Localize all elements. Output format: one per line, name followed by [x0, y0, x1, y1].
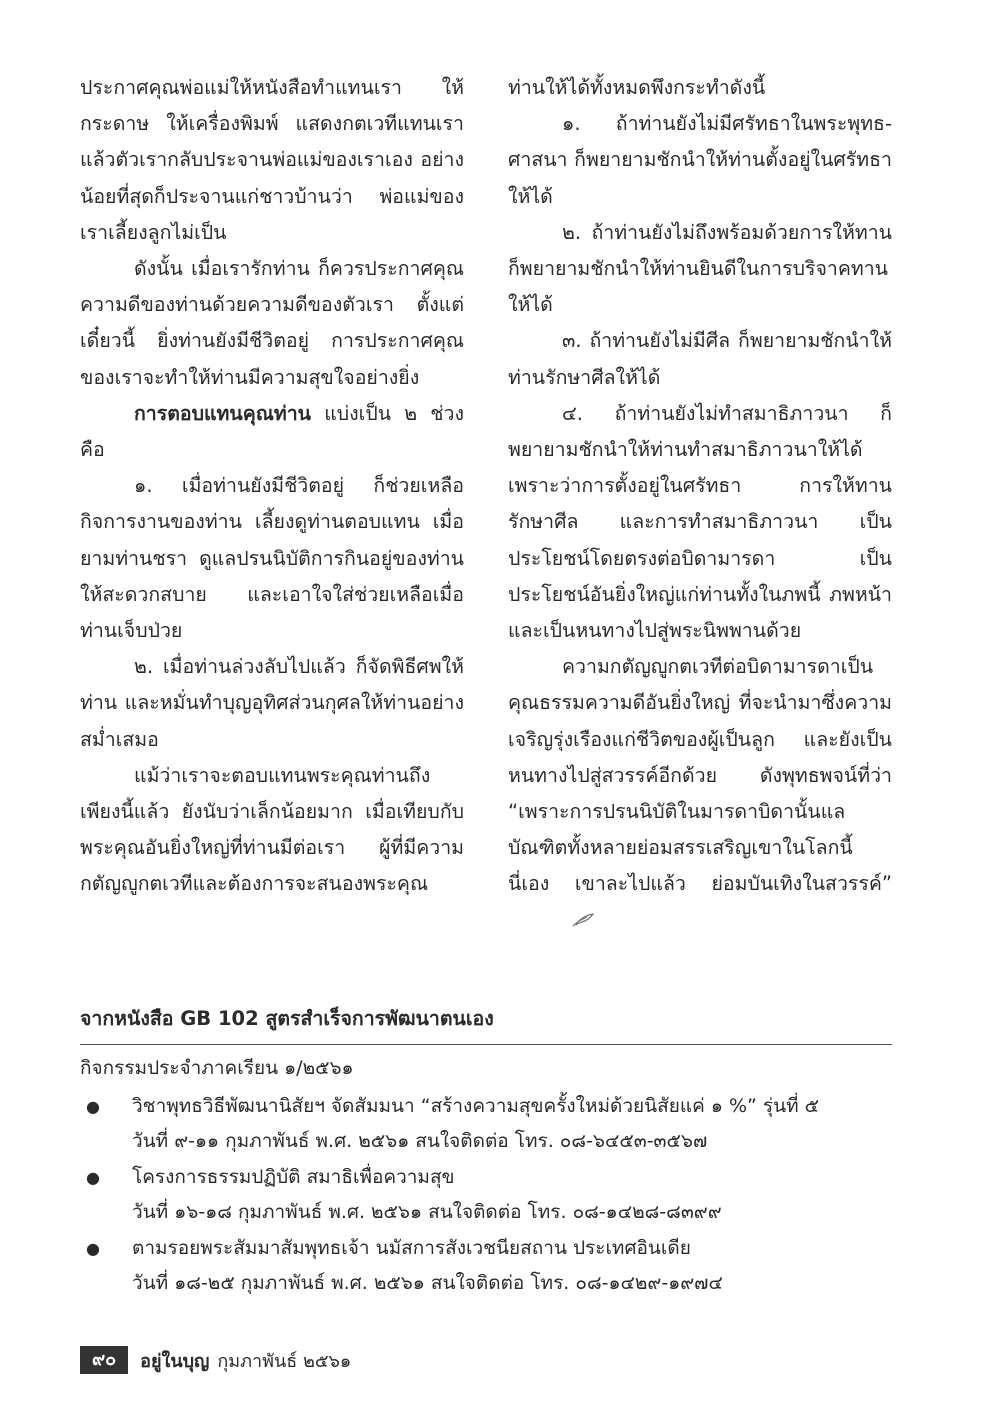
list-item: [80, 1231, 892, 1301]
paragraph: ๑. ถ้าท่านยังไม่มีศรัทธาในพระพุทธ-ศาสนา ก็พยายามชักนำให้ท่านตั้งอยู่ในศรัทธาให้ได้: [508, 112, 892, 208]
event-detail: วันที่ ๙-๑๑ กุมภาพันธ์ พ.ศ. ๒๕๖๑ สนใจติดต่อ โทร. ๐๘-๖๔๕๓-๓๕๖๗: [132, 1130, 708, 1152]
activity-section: [80, 1002, 892, 1302]
event-title: โครงการธรรมปฏิบัติ สมาธิเพื่อความสุข: [132, 1166, 455, 1188]
paragraph: ๓. ถ้าท่านยังไม่มีศีล ก็พยายามชักนำให้ท่านรักษาศีลให้ได้: [508, 329, 892, 389]
section-title: จากหนังสือ GB 102 สูตรสำเร็จการพัฒนาตนเอง: [80, 1007, 494, 1030]
feather-icon: [518, 904, 594, 940]
paragraph: ประกาศคุณพ่อแม่ให้หนังสือทำแทนเรา ให้กระดาษ ให้เครื่องพิมพ์ แสดงกตเวทีแทนเรา แล้วตัวเรากลับประจานพ่อแม่ของเราเอง อย่างน้อยที่สุดก็ประจานแก่ชาวบ้านว่า พ่อแม่ของเราเลี้ยงลูกไม่เป็น: [80, 76, 464, 244]
event-list: [80, 1089, 892, 1301]
bullet-icon: ●: [86, 1239, 100, 1258]
section-subtitle: กิจกรรมประจำภาคเรียน ๑/๒๕๖๑: [80, 1057, 354, 1079]
event-title: วิชาพุทธวิธีพัฒนานิสัยฯ จัดสัมมนา “สร้างความสุขครั้งใหม่ด้วยนิสัยแค่ ๑ %” รุ่นที่ ๕: [132, 1095, 820, 1117]
list-item: [80, 1160, 892, 1230]
event-detail: วันที่ ๑๘-๒๕ กุมภาพันธ์ พ.ศ. ๒๕๖๑ สนใจติดต่อ โทร. ๐๘-๑๔๒๙-๑๙๗๔: [132, 1272, 723, 1294]
paragraph: [80, 396, 464, 468]
quote-text: ความกตัญญูกตเวทีต่อบิดามารดาเป็นคุณธรรมความดีอันยิ่งใหญ่ ที่จะนำมาซึ่งความเจริญรุ่งเรืองแก่ชีวิตของผู้เป็นลูก และยังเป็นหนทางไปสู่สวรรค์อีกด้วย ดังพุทธพจน์ที่ว่า “เพราะการปรนนิบัติในมารดาบิดานั้นแล บัณฑิตทั้งหลายย่อมสรรเสริญเขาในโลกนี้นี่เอง เขาละไปแล้ว ย่อมบันเทิงในสวรรค์”: [508, 655, 892, 896]
bullet-icon: ●: [86, 1097, 100, 1116]
heading-rest: แบ่งเป็น ๒ ช่วง คือ: [80, 401, 464, 462]
paragraph: ๒. ถ้าท่านยังไม่ถึงพร้อมด้วยการให้ทาน ก็พยายามชักนำให้ท่านยินดีในการบริจาคทานให้ได้: [508, 220, 892, 317]
issue-date: กุมภาพันธ์ ๒๕๖๑: [217, 1350, 352, 1372]
page-footer: [80, 1346, 351, 1374]
left-column: [80, 70, 464, 903]
page-number: ๙๐: [80, 1346, 128, 1374]
divider: [80, 1044, 892, 1045]
paragraph: ๔. ถ้าท่านยังไม่ทำสมาธิภาวนา ก็พยายามชักนำให้ท่านทำสมาธิภาวนาให้ได้ เพราะว่าการตั้งอยู่ในศรัทธา การให้ทาน รักษาศีล และการทำสมาธิภาวนา เป็นประโยชน์โดยตรงต่อบิดามารดา เป็นประโยชน์อันยิ่งใหญ่แก่ท่านทั้งในภพนี้ ภพหน้า และเป็นหนทางไปสู่พระนิพพานด้วย: [508, 401, 892, 643]
bold-heading: การตอบแทนคุณท่าน: [134, 401, 312, 425]
right-column: [508, 70, 892, 940]
list-item: [80, 1089, 892, 1159]
paragraph: ท่านให้ได้ทั้งหมดพึงกระทำดังนี้: [508, 76, 766, 99]
event-detail: วันที่ ๑๖-๑๘ กุมภาพันธ์ พ.ศ. ๒๕๖๑ สนใจติดต่อ โทร. ๐๘-๑๔๒๘-๘๓๙๙: [132, 1201, 722, 1223]
event-title: ตามรอยพระสัมมาสัมพุทธเจ้า นมัสการสังเวชนียสถาน ประเทศอินเดีย: [132, 1237, 691, 1259]
paragraph: แม้ว่าเราจะตอบแทนพระคุณท่านถึงเพียงนี้แล้ว ยังนับว่าเล็กน้อยมาก เมื่อเทียบกับพระคุณอันยิ่งใหญ่ที่ท่านมีต่อเรา ผู้ที่มีความกตัญญูกตเวทีและต้องการจะสนองพระคุณ: [80, 763, 464, 896]
paragraph: ๒. เมื่อท่านล่วงลับไปแล้ว ก็จัดพิธีศพให้ท่าน และหมั่นทำบุญอุทิศส่วนกุศลให้ท่านอย่างสม่ำเสมอ: [80, 655, 464, 751]
paragraph: [508, 649, 892, 940]
magazine-title: อยู่ในบุญ: [140, 1350, 210, 1372]
bullet-icon: ●: [86, 1168, 100, 1187]
paragraph: ๑. เมื่อท่านยังมีชีวิตอยู่ ก็ช่วยเหลือกิจการงานของท่าน เลี้ยงดูท่านตอบแทน เมื่อยามท่านชรา ดูแลปรนนิบัติการกินอยู่ของท่านให้สะดวกสบาย และเอาใจใส่ช่วยเหลือเมื่อท่านเจ็บป่วย: [80, 474, 464, 643]
paragraph: ดังนั้น เมื่อเรารักท่าน ก็ควรประกาศคุณความดีของท่านด้วยความดีของตัวเรา ตั้งแต่เดี๋ยวนี้ ยิ่งท่านยังมีชีวิตอยู่ การประกาศคุณของเราจะทำให้ท่านมีความสุขใจอย่างยิ่ง: [80, 257, 464, 389]
